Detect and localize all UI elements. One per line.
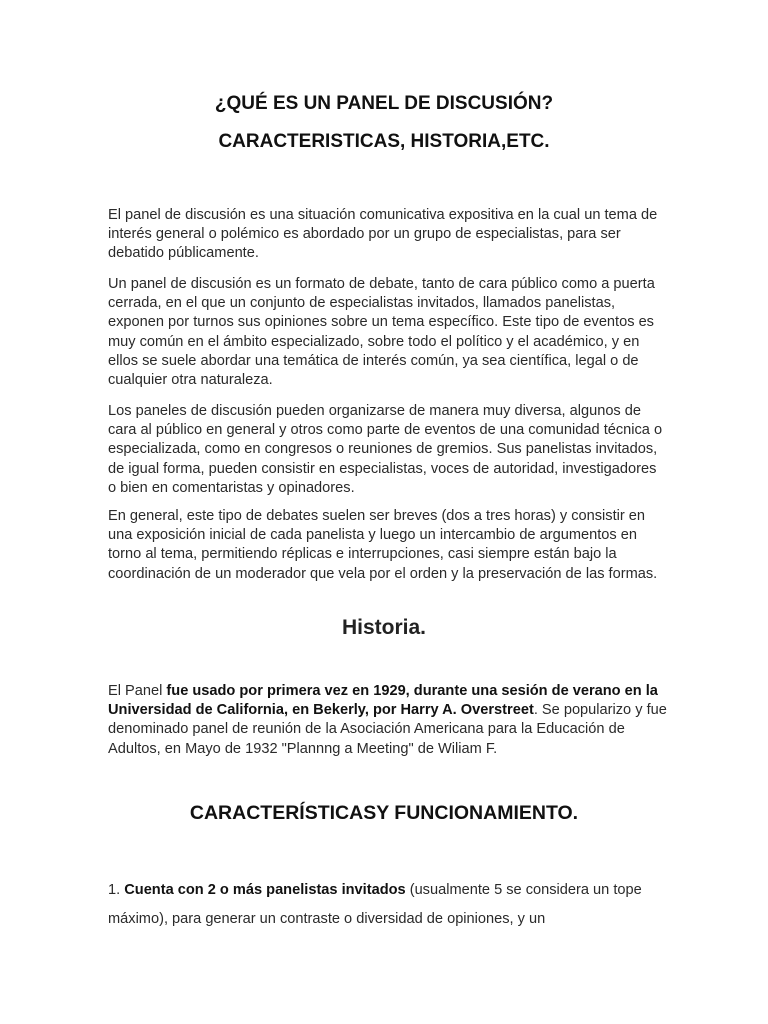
historia-rest-text: . Se popularizo y fue denominado panel de reunión de la Asociación Americana para la Educación de Adultos, en Mayo de 1932 "Plannng a Meeting" de Wiliam F. [108, 702, 667, 757]
historia-lead-text: El Panel [108, 683, 167, 699]
caracteristicas-heading: CARACTERÍSTICASY FUNCIONAMIENTO. [189, 802, 579, 824]
document-title: ¿QUÉ ES UN PANEL DE DISCUSIÓN? [214, 93, 554, 114]
paragraph-definition: El panel de discusión es una situación comunicativa expositiva en la cual un tema de interés general o polémico es abordado por un grupo de especialistas, para ser debatido públicamente. [108, 207, 658, 262]
list-item-rest-text: (usualmente 5 se considera un tope máximo), para generar un contraste o diversidad de opiniones, y un [108, 882, 642, 927]
paragraph-duration: En general, este tipo de debates suelen ser breves (dos a tres horas) y consistir en una exposición inicial de cada panelista y luego un intercambio de argumentos en torno al tema, permitiendo réplicas e interrupciones, casi siempre están bajo la coordinación de un moderador que vela por el orden y la preservación de las formas. [108, 508, 658, 582]
historia-bold-text: fue usado por primera vez en 1929, durante una sesión de verano en la Universidad de California, en Bekerly, por Harry A. Overstreet [108, 683, 658, 719]
list-item-1 [108, 876, 668, 934]
paragraph-format: Un panel de discusión es un formato de debate, tanto de cara público como a puerta cerrada, en el que un conjunto de especialistas invitados, llamados panelistas, exponen por turnos sus opiniones sobre un tema específico. Este tipo de eventos es muy común en el ámbito especializado, sobre todo el político y el académico, y en ellos se suele abordar una temática de interés común, ya sea científica, legal o de cualquier otra naturaleza. [108, 276, 655, 389]
paragraph-historia [108, 682, 668, 759]
list-item-bold-text: Cuenta con 2 o más panelistas invitados [124, 882, 406, 898]
document-subtitle: CARACTERISTICAS, HISTORIA,ETC. [218, 131, 550, 152]
list-item-number: 1. [108, 882, 125, 898]
historia-heading: Historia. [341, 616, 427, 639]
paragraph-organization: Los paneles de discusión pueden organizarse de manera muy diversa, algunos de cara al público en general y otros como parte de eventos de una comunidad técnica o especializada, como en congresos o reuniones de gremios. Sus panelistas invitados, de igual forma, pueden consistir en especialistas, voces de autoridad, investigadores o bien en comentaristas y opinadores. [108, 403, 663, 496]
